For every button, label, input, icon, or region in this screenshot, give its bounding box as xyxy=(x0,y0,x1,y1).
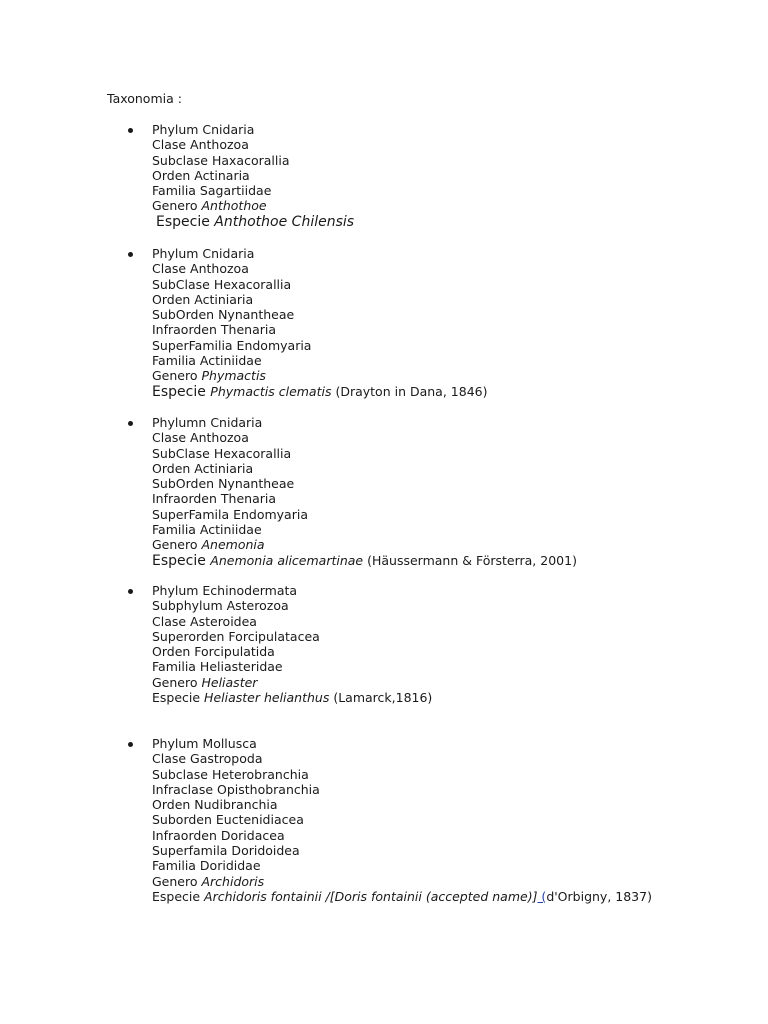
taxon-rank-label: Especie xyxy=(152,888,205,904)
taxon-line xyxy=(152,198,354,213)
taxon-rank-label: SubOrden Nynantheae xyxy=(152,307,295,323)
taxon-line xyxy=(152,767,652,782)
taxon-rank-label: SubOrden Nynantheae xyxy=(152,476,295,492)
taxon-line xyxy=(152,598,432,613)
taxon-group-heliaster xyxy=(152,583,432,705)
taxon-rank-label: Orden Actiniaria xyxy=(152,291,254,307)
taxon-rank-label: Especie xyxy=(156,213,215,230)
taxon-group-anthothoe xyxy=(152,122,354,230)
taxon-rank-label: Suborden Euctenidiacea xyxy=(152,812,304,828)
taxon-rank-label: Subclase Heterobranchia xyxy=(152,766,309,782)
taxon-authority: d'Orbigny, 1837) xyxy=(546,888,652,904)
taxon-rank-label: Clase Anthozoa xyxy=(152,430,249,446)
taxon-rank-label: Familia Heliasteridae xyxy=(152,659,283,675)
taxon-group-archidoris xyxy=(152,736,652,904)
taxon-name: Anthothoe Chilensis xyxy=(214,213,355,230)
taxon-rank-label: Especie xyxy=(152,552,211,569)
taxon-line xyxy=(152,446,577,461)
taxon-line xyxy=(152,307,487,322)
bullet-icon xyxy=(128,421,133,426)
taxon-rank-label: Phylum Mollusca xyxy=(152,736,257,751)
taxon-rank-label: SubClase Hexacorallia xyxy=(152,276,292,292)
taxon-line xyxy=(152,476,577,491)
taxon-name: Phymactis xyxy=(201,368,266,384)
taxon-rank-label: Phylum Echinodermata xyxy=(152,583,298,598)
taxon-line xyxy=(152,828,652,843)
taxon-line xyxy=(152,843,652,858)
taxon-line xyxy=(152,246,487,261)
taxon-line xyxy=(152,583,432,598)
taxon-line xyxy=(152,874,652,889)
taxon-line xyxy=(152,353,487,368)
taxon-authority: (Häussermann & Försterra, 2001) xyxy=(363,552,577,568)
taxon-rank-label: SuperFamila Endomyaria xyxy=(152,506,308,522)
taxon-rank-label: Clase Anthozoa xyxy=(152,261,249,277)
taxon-line xyxy=(152,384,487,401)
taxon-name: Archidoris xyxy=(201,873,265,889)
taxon-rank-label: Genero xyxy=(152,537,202,553)
taxon-rank-label: SuperFamilia Endomyaria xyxy=(152,337,312,353)
bullet-icon xyxy=(128,128,133,133)
taxon-line xyxy=(152,491,577,506)
taxon-line xyxy=(152,644,432,659)
taxon-name: Heliaster helianthus xyxy=(204,690,330,706)
taxon-line xyxy=(152,614,432,629)
taxon-rank-label: Clase Anthozoa xyxy=(152,137,249,153)
taxon-line xyxy=(152,659,432,674)
taxon-name: Phymactis clematis xyxy=(210,383,332,399)
taxon-rank-label: Superfamila Doridoidea xyxy=(152,843,300,859)
taxon-line xyxy=(152,797,652,812)
taxon-rank-label: Genero xyxy=(152,674,202,690)
taxon-rank-label: Phylumn Cnidaria xyxy=(152,415,263,430)
taxon-rank-label: Orden Nudibranchia xyxy=(152,797,278,813)
bullet-icon xyxy=(128,742,133,747)
taxon-authority: (Drayton in Dana, 1846) xyxy=(331,383,488,399)
taxon-rank-label: Orden Actiniaria xyxy=(152,460,254,476)
taxon-line xyxy=(152,507,577,522)
taxon-line xyxy=(152,292,487,307)
taxon-rank-label: Subphylum Asterozoa xyxy=(152,598,289,614)
taxon-rank-label: Infraclase Opisthobranchia xyxy=(152,781,320,797)
taxon-name: Anemonia xyxy=(201,537,265,553)
taxon-line xyxy=(152,214,354,231)
taxon-line xyxy=(152,430,577,445)
taxon-rank-label: Genero xyxy=(152,198,202,214)
taxon-rank-label: SubClase Hexacorallia xyxy=(152,445,292,461)
taxon-line xyxy=(152,537,577,552)
taxon-line xyxy=(152,782,652,797)
taxon-line xyxy=(152,461,577,476)
taxon-name: Anemonia alicemartinae xyxy=(210,552,364,568)
taxon-name: Archidoris fontainii /[Doris fontainii (accepted name)] xyxy=(204,888,538,904)
taxon-line xyxy=(152,183,354,198)
taxon-line xyxy=(152,168,354,183)
taxon-line xyxy=(152,368,487,383)
taxon-name: Heliaster xyxy=(201,674,258,690)
taxon-line xyxy=(152,522,577,537)
taxon-rank-label: Genero xyxy=(152,873,202,889)
taxon-rank-label: Clase Asteroidea xyxy=(152,613,257,629)
taxon-rank-label: Orden Forcipulatida xyxy=(152,644,275,660)
taxon-group-phymactis xyxy=(152,246,487,400)
taxon-name: Anthothoe xyxy=(201,198,267,214)
taxon-line xyxy=(152,137,354,152)
taxon-rank-label: Familia Actiniidae xyxy=(152,353,262,369)
bullet-icon xyxy=(128,252,133,257)
taxon-rank-label: Phylum Cnidaria xyxy=(152,122,255,137)
taxon-line xyxy=(152,261,487,276)
taxonomia-heading: Taxonomia : xyxy=(107,91,182,106)
taxon-rank-label: Superorden Forcipulatacea xyxy=(152,628,320,644)
taxon-rank-label: Familia Sagartiidae xyxy=(152,183,272,199)
bullet-icon xyxy=(128,589,133,594)
taxon-line xyxy=(152,338,487,353)
taxon-line xyxy=(152,751,652,766)
taxon-rank-label: Subclase Haxacorallia xyxy=(152,152,290,168)
reference-link[interactable]: ( xyxy=(537,888,547,904)
taxon-line xyxy=(152,812,652,827)
taxon-rank-label: Orden Actinaria xyxy=(152,167,250,183)
taxon-line xyxy=(152,736,652,751)
taxon-rank-label: Especie xyxy=(152,383,211,400)
taxon-line xyxy=(152,122,354,137)
taxon-line xyxy=(152,690,432,705)
taxon-line xyxy=(152,322,487,337)
taxon-line xyxy=(152,675,432,690)
taxon-rank-label: Phylum Cnidaria xyxy=(152,246,255,261)
taxon-rank-label: Infraorden Thenaria xyxy=(152,491,276,507)
taxon-rank-label: Infraorden Doridacea xyxy=(152,827,285,843)
taxon-line xyxy=(152,153,354,168)
taxon-rank-label: Especie xyxy=(152,690,205,706)
taxon-rank-label: Clase Gastropoda xyxy=(152,751,263,767)
taxon-rank-label: Familia Actiniidae xyxy=(152,522,262,538)
taxon-authority: (Lamarck,1816) xyxy=(329,690,433,706)
taxon-rank-label: Genero xyxy=(152,368,202,384)
taxon-line xyxy=(152,277,487,292)
taxon-line xyxy=(152,889,652,904)
taxon-rank-label: Familia Dorididae xyxy=(152,858,261,874)
taxon-line xyxy=(152,629,432,644)
taxon-group-anemonia xyxy=(152,415,577,569)
taxon-line xyxy=(152,553,577,570)
taxon-line xyxy=(152,858,652,873)
taxon-line xyxy=(152,415,577,430)
taxon-rank-label: Infraorden Thenaria xyxy=(152,322,276,338)
